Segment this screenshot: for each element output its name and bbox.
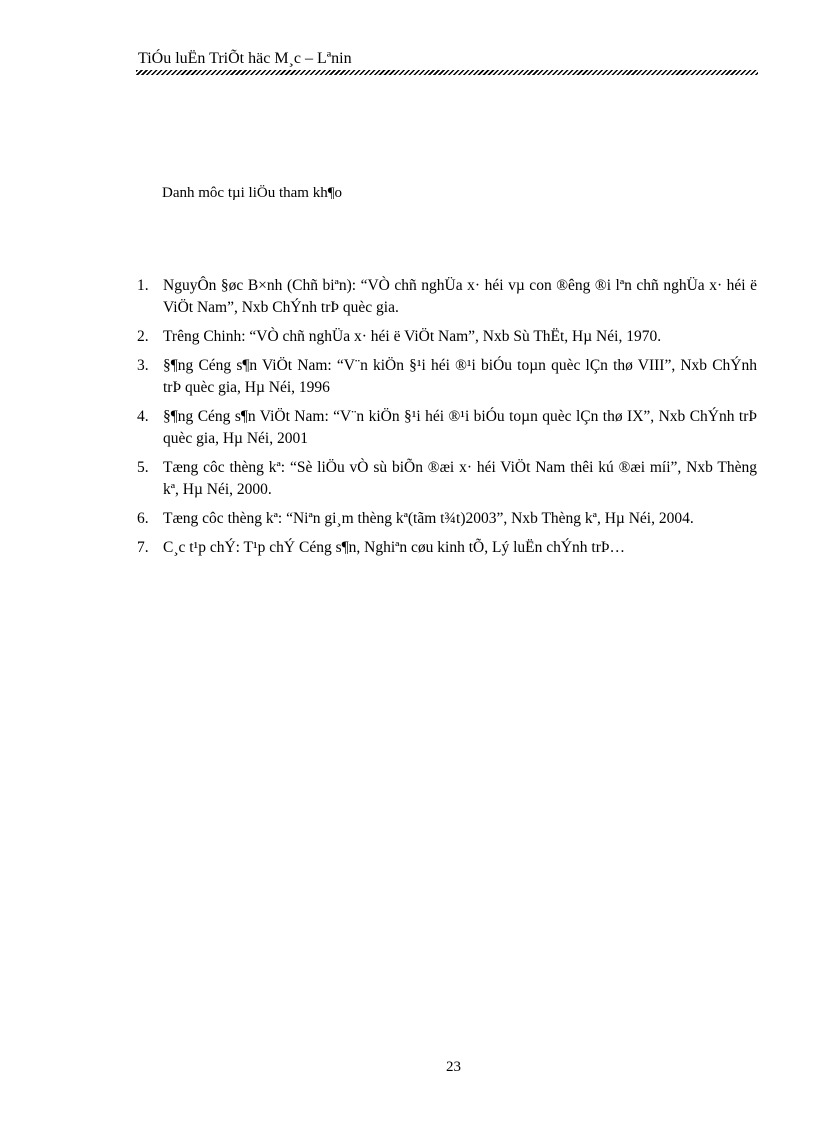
reference-text: §¶ng Céng s¶n ViÖt Nam: “V¨n kiÖn §¹i héi ®¹i biÓu toµn quèc lÇn thø IX”, Nxb ChÝnh trÞ quèc gia, Hµ Néi, 2001 [163, 408, 757, 447]
reference-item [137, 326, 757, 348]
reference-number: 1. [137, 277, 149, 294]
reference-item [137, 406, 757, 450]
reference-item [137, 457, 757, 501]
reference-text: NguyÔn §øc B×nh (Chñ biªn): “VÒ chñ nghÜa x· héi vµ con ®êng ®i lªn chñ nghÜa x· héi ë ViÖt Nam”, Nxb ChÝnh trÞ quèc gia. [163, 277, 757, 316]
reference-text: Tæng côc thèng kª: “Sè liÖu vÒ sù biÕn ®æi x· héi ViÖt Nam thêi kú ®æi míi”, Nxb Thèng kª, Hµ Néi, 2000. [163, 459, 757, 498]
reference-list [137, 275, 757, 566]
reference-number: 2. [137, 328, 149, 345]
reference-item [137, 537, 757, 559]
reference-text: Trêng Chinh: “VÒ chñ nghÜa x· héi ë ViÖt Nam”, Nxb Sù ThËt, Hµ Néi, 1970. [163, 328, 662, 345]
reference-item [137, 275, 757, 319]
reference-number: 6. [137, 510, 149, 527]
reference-item [137, 355, 757, 399]
reference-number: 5. [137, 459, 149, 476]
section-heading: Danh môc tµi liÖu tham kh¶o [162, 185, 342, 201]
reference-item [137, 508, 757, 530]
reference-text: Tæng côc thèng kª: “Niªn gi¸m thèng kª(tãm t¾t)2003”, Nxb Thèng kª, Hµ Néi, 2004. [163, 510, 694, 527]
header-title: TiÓu luËn TriÕt häc M¸c – Lªnin [138, 50, 352, 67]
reference-number: 4. [137, 408, 149, 425]
reference-number: 3. [137, 357, 149, 374]
header-divider [136, 70, 758, 75]
page-number: 23 [446, 1059, 461, 1075]
reference-text: §¶ng Céng s¶n ViÖt Nam: “V¨n kiÖn §¹i héi ®¹i biÓu toµn quèc lÇn thø VIII”, Nxb ChÝnh trÞ quèc gia, Hµ Néi, 1996 [163, 357, 757, 396]
reference-number: 7. [137, 539, 149, 556]
reference-text: C¸c t¹p chÝ: T¹p chÝ Céng s¶n, Nghiªn cøu kinh tÕ, Lý luËn chÝnh trÞ… [163, 539, 626, 556]
